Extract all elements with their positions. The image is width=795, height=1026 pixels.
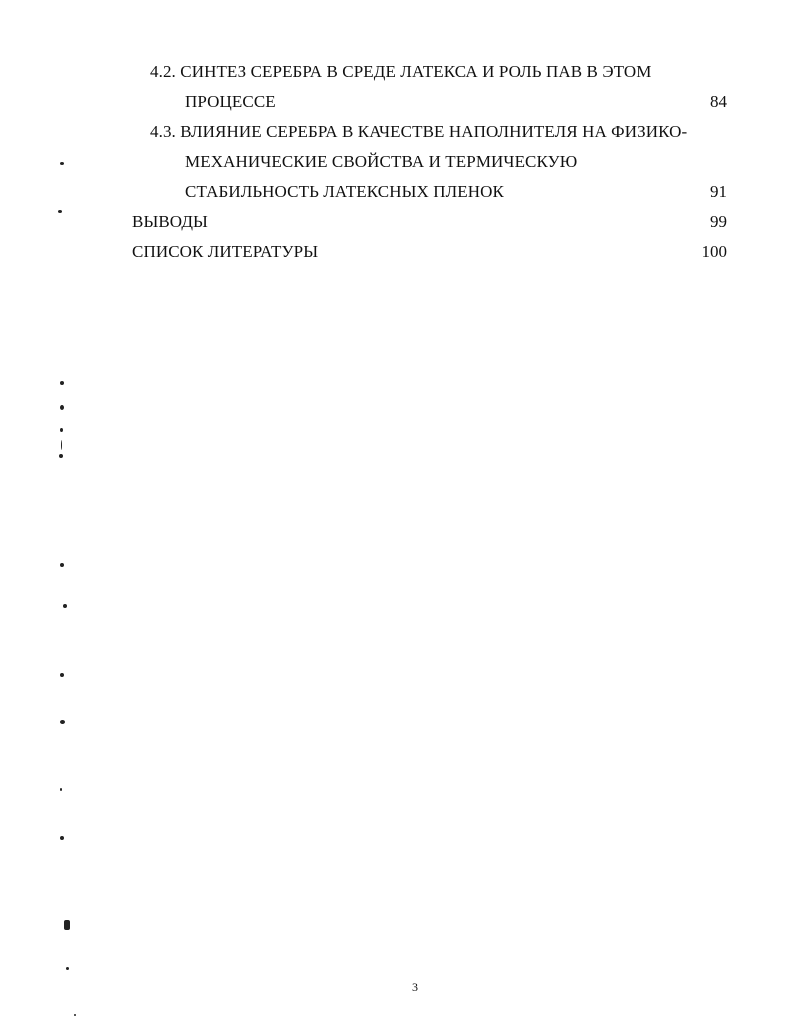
toc-entry-references: СПИСОК ЛИТЕРАТУРЫ	[132, 242, 319, 261]
toc-entry-conclusions: ВЫВОДЫ	[132, 212, 208, 231]
page-number: 3	[412, 980, 418, 994]
toc-entry-4-3-line-3: СТАБИЛЬНОСТЬ ЛАТЕКСНЫХ ПЛЕНОК	[185, 182, 504, 201]
toc-entry-references-page: 100	[701, 242, 727, 261]
toc-entry-4-3-line-2: МЕХАНИЧЕСКИЕ СВОЙСТВА И ТЕРМИЧЕСКУЮ	[185, 152, 578, 171]
toc-entry-conclusions-page: 99	[710, 212, 727, 231]
toc-entry-4-2-line-2: ПРОЦЕССЕ	[185, 92, 276, 111]
toc-entry-4-2-page: 84	[710, 92, 727, 111]
toc-entry-4-2-line-1: 4.2. СИНТЕЗ СЕРЕБРА В СРЕДЕ ЛАТЕКСА И РОЛЬ ПАВ В ЭТОМ	[150, 62, 652, 81]
toc-entry-4-3-page: 91	[710, 182, 727, 201]
toc-entry-4-3-line-1: 4.3. ВЛИЯНИЕ СЕРЕБРА В КАЧЕСТВЕ НАПОЛНИТЕЛЯ НА ФИЗИКО-	[150, 122, 688, 141]
